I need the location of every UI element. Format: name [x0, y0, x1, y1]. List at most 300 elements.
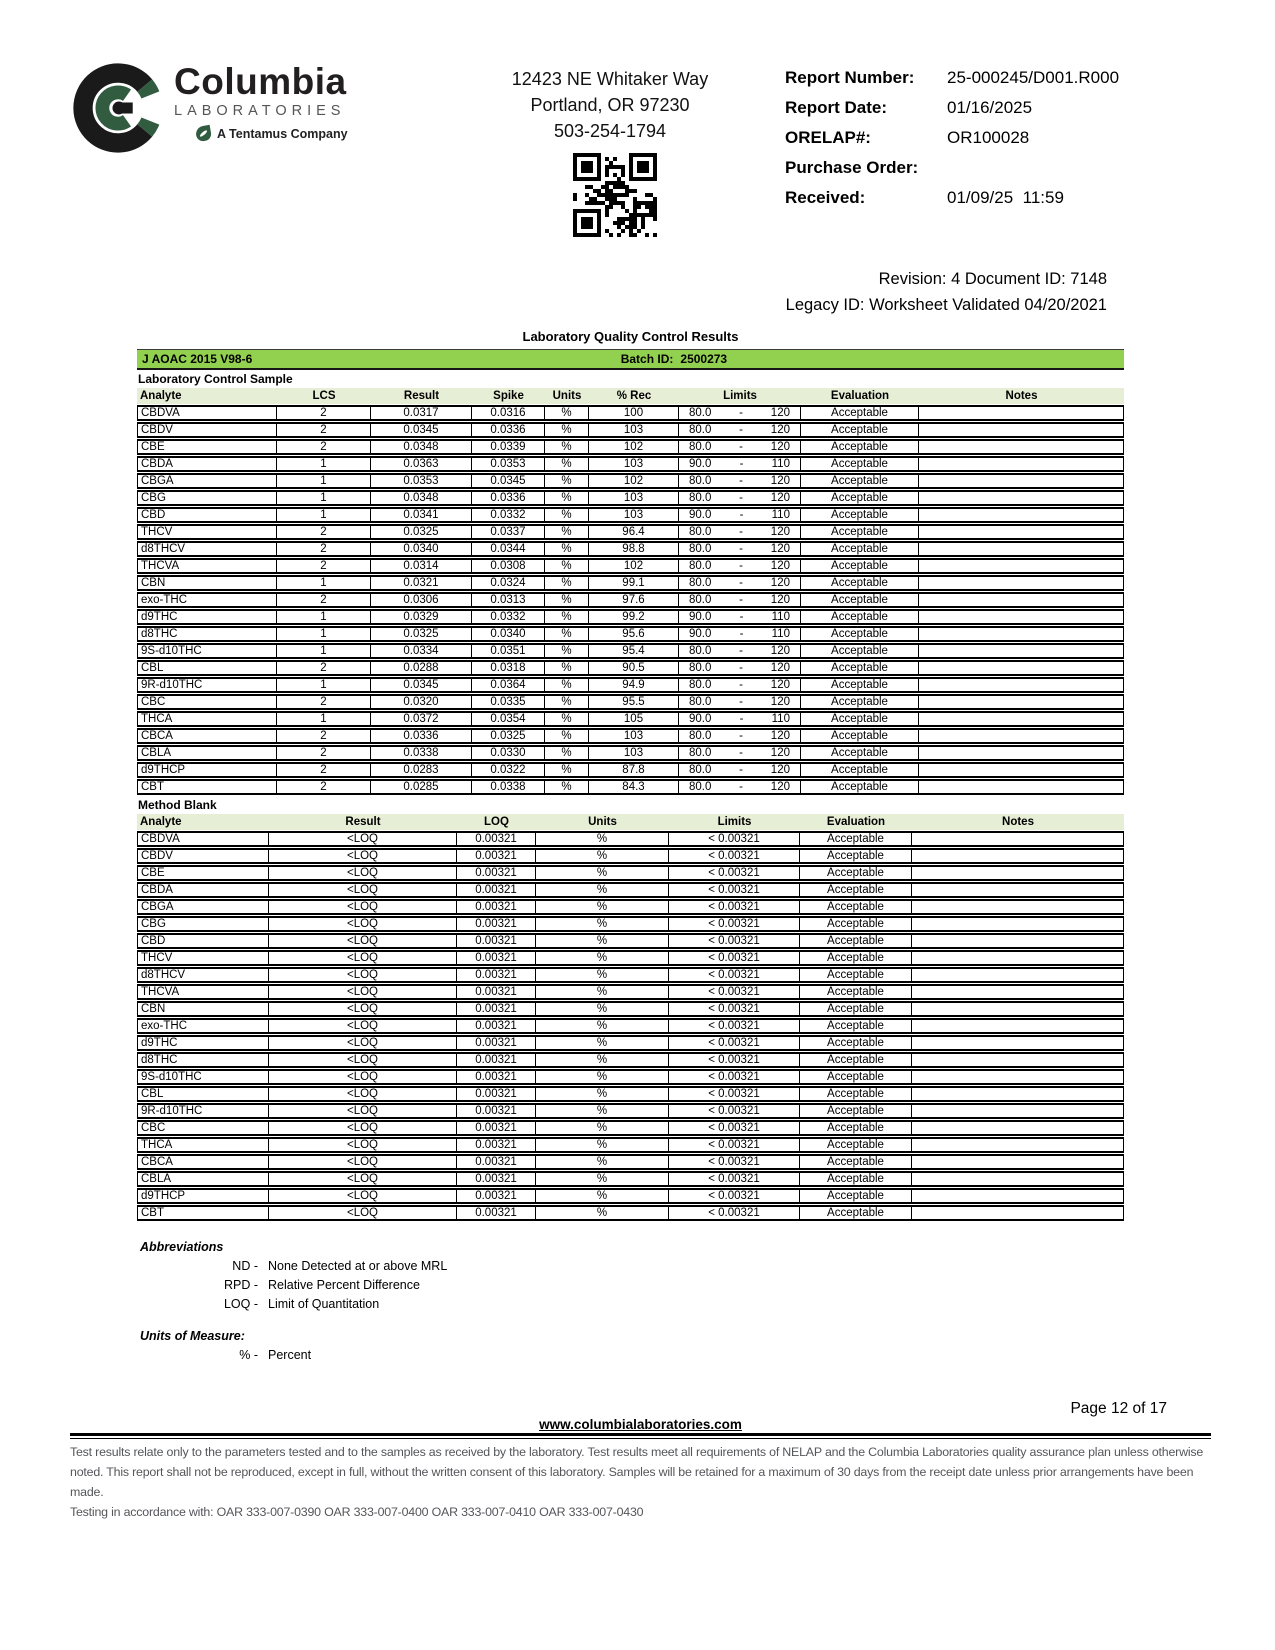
table-cell: 0.00321	[457, 967, 536, 983]
table-row	[137, 1035, 1124, 1051]
table-row	[137, 848, 1124, 864]
table-cell: <LOQ	[269, 1086, 457, 1102]
notes-cell	[912, 1103, 1124, 1119]
table-cell: 0.00321	[457, 916, 536, 932]
limits-cell: < 0.00321	[669, 984, 800, 1000]
analyte-cell: CBE	[137, 865, 269, 881]
table-row	[137, 1188, 1124, 1204]
limits-cell: < 0.00321	[669, 1069, 800, 1085]
notes-cell	[912, 1035, 1124, 1051]
address-line1: 12423 NE Whitaker Way	[511, 69, 709, 89]
limits-cell	[679, 694, 801, 710]
evaluation-cell: Acceptable	[800, 984, 912, 1000]
limits-cell	[679, 711, 801, 727]
analyte-cell: THCVA	[137, 984, 269, 1000]
limits-cell: < 0.00321	[669, 1120, 800, 1136]
column-header: % Rec	[589, 388, 679, 404]
evaluation-cell: Acceptable	[800, 967, 912, 983]
table-row	[137, 899, 1124, 915]
analyte-cell: CBT	[137, 1205, 269, 1221]
limit-high: 120	[770, 560, 790, 572]
limit-separator: -	[739, 492, 744, 504]
table-row	[137, 694, 1124, 710]
limit-separator: -	[739, 424, 744, 436]
table-cell: <LOQ	[269, 831, 457, 847]
analyte-cell: d9THC	[137, 609, 277, 625]
notes-cell	[912, 1205, 1124, 1221]
limit-low: 80.0	[689, 730, 712, 742]
limits-cell: < 0.00321	[669, 899, 800, 915]
table-cell: %	[536, 984, 669, 1000]
notes-cell	[919, 541, 1124, 557]
brand-subtitle: LABORATORIES	[174, 103, 346, 119]
table-row	[137, 490, 1124, 506]
table-cell: %	[536, 1052, 669, 1068]
limits-cell	[679, 575, 801, 591]
table-cell: 0.00321	[457, 1120, 536, 1136]
evaluation-cell: Acceptable	[800, 882, 912, 898]
table-cell: 0.00321	[457, 1001, 536, 1017]
table-cell: 1	[277, 609, 371, 625]
notes-cell	[919, 694, 1124, 710]
table-row	[137, 1018, 1124, 1034]
website-link[interactable]: www.columbialaboratories.com	[539, 1417, 742, 1432]
column-header: Units	[545, 388, 589, 404]
table-cell: 1	[277, 456, 371, 472]
report-info-row	[785, 158, 1215, 178]
table-cell: 0.00321	[457, 1103, 536, 1119]
limit-low: 90.0	[689, 458, 712, 470]
analyte-cell: THCV	[137, 524, 277, 540]
table-row	[137, 507, 1124, 523]
evaluation-cell: Acceptable	[801, 558, 919, 574]
table-cell: 0.0308	[472, 558, 545, 574]
evaluation-cell: Acceptable	[801, 711, 919, 727]
batch-id: 2500273	[680, 352, 728, 366]
evaluation-cell: Acceptable	[800, 865, 912, 881]
limit-high: 120	[770, 781, 790, 793]
column-header: Notes	[912, 814, 1124, 830]
table-row	[137, 1052, 1124, 1068]
evaluation-cell: Acceptable	[800, 848, 912, 864]
table-cell: 0.0348	[371, 439, 472, 455]
notes-cell	[919, 473, 1124, 489]
table-cell: 0.00321	[457, 865, 536, 881]
table-cell: %	[536, 831, 669, 847]
limit-low: 80.0	[689, 764, 712, 776]
table-cell: %	[536, 950, 669, 966]
table-row	[137, 558, 1124, 574]
table-cell: 97.6	[589, 592, 679, 608]
notes-cell	[912, 1120, 1124, 1136]
analyte-cell: d8THCV	[137, 967, 269, 983]
table-cell: <LOQ	[269, 984, 457, 1000]
table-cell: 0.0372	[371, 711, 472, 727]
table-cell: 0.00321	[457, 899, 536, 915]
report-label: Report Date:	[785, 98, 888, 117]
limit-high: 110	[771, 611, 790, 623]
analyte-cell: exo-THC	[137, 1018, 269, 1034]
table-cell: <LOQ	[269, 1001, 457, 1017]
evaluation-cell: Acceptable	[800, 1171, 912, 1187]
evaluation-cell: Acceptable	[800, 916, 912, 932]
evaluation-cell: Acceptable	[800, 1120, 912, 1136]
table-cell: <LOQ	[269, 1205, 457, 1221]
column-header: Analyte	[137, 814, 269, 830]
notes-cell	[919, 643, 1124, 659]
table-cell: <LOQ	[269, 1052, 457, 1068]
analyte-cell: CBN	[137, 575, 277, 591]
table-cell: %	[536, 1205, 669, 1221]
analyte-cell: CBCA	[137, 1154, 269, 1170]
method-blank-table	[137, 813, 1124, 1222]
analyte-cell: d9THC	[137, 1035, 269, 1051]
limit-low: 80.0	[689, 662, 712, 674]
table-cell: 98.8	[589, 541, 679, 557]
report-info-row	[785, 188, 1215, 208]
table-cell: %	[536, 1120, 669, 1136]
limit-separator: -	[739, 696, 744, 708]
limit-high: 120	[770, 645, 790, 657]
report-info	[785, 68, 1215, 218]
table-row	[137, 1103, 1124, 1119]
notes-cell	[919, 490, 1124, 506]
table-cell: 0.0332	[472, 507, 545, 523]
table-cell: 0.0335	[472, 694, 545, 710]
limits-cell: < 0.00321	[669, 1171, 800, 1187]
limit-low: 80.0	[689, 696, 712, 708]
notes-cell	[919, 524, 1124, 540]
table-cell: 0.00321	[457, 1086, 536, 1102]
analyte-cell: CBD	[137, 507, 277, 523]
table-cell: 0.0325	[472, 728, 545, 744]
table-cell: 0.0318	[472, 660, 545, 676]
table-cell: %	[545, 575, 589, 591]
notes-cell	[919, 592, 1124, 608]
table-cell: 0.0338	[371, 745, 472, 761]
table-cell: 0.00321	[457, 848, 536, 864]
evaluation-cell: Acceptable	[801, 677, 919, 693]
analyte-cell: CBCA	[137, 728, 277, 744]
analyte-cell: CBDA	[137, 882, 269, 898]
table-cell: 0.00321	[457, 950, 536, 966]
evaluation-cell: Acceptable	[800, 1103, 912, 1119]
evaluation-cell: Acceptable	[801, 405, 919, 421]
table-cell: 0.00321	[457, 1069, 536, 1085]
column-header: Notes	[919, 388, 1124, 404]
analyte-cell: CBL	[137, 1086, 269, 1102]
limit-separator: -	[739, 628, 744, 640]
column-header: Spike	[472, 388, 545, 404]
table-row	[137, 1137, 1124, 1153]
table-cell: 1	[277, 473, 371, 489]
table-cell: %	[536, 1154, 669, 1170]
table-cell: <LOQ	[269, 933, 457, 949]
table-cell: %	[545, 456, 589, 472]
notes-cell	[919, 745, 1124, 761]
table-cell: 0.00321	[457, 1205, 536, 1221]
limits-cell: < 0.00321	[669, 831, 800, 847]
analyte-cell: THCV	[137, 950, 269, 966]
analyte-cell: CBDVA	[137, 405, 277, 421]
report-label: Report Number:	[785, 68, 915, 87]
table-cell: 1	[277, 490, 371, 506]
limits-cell: < 0.00321	[669, 1001, 800, 1017]
limit-high: 120	[770, 441, 790, 453]
limit-separator: -	[739, 407, 744, 419]
limit-high: 110	[771, 458, 790, 470]
evaluation-cell: Acceptable	[801, 728, 919, 744]
disclaimer-text: Test results relate only to the parameters tested and to the samples as received by the laboratory. Test results meet all requirements of NELAP and the Columbia Laboratories quality assurance plan unless otherwise noted. This report shall not be reproduced, except in full, without the written consent of this laboratory. Samples will be retained for a maximum of 30 days from the receipt date unless prior arrangements have been made.	[70, 1445, 1204, 1499]
notes-cell	[912, 1137, 1124, 1153]
table-cell: 1	[277, 711, 371, 727]
evaluation-cell: Acceptable	[800, 950, 912, 966]
limits-cell: < 0.00321	[669, 1205, 800, 1221]
limit-separator: -	[739, 747, 744, 759]
column-header: Result	[269, 814, 457, 830]
evaluation-cell: Acceptable	[801, 541, 919, 557]
table-cell: 0.00321	[457, 1188, 536, 1204]
evaluation-cell: Acceptable	[800, 1086, 912, 1102]
evaluation-cell: Acceptable	[801, 490, 919, 506]
limit-separator: -	[739, 764, 744, 776]
table-cell: 84.3	[589, 779, 679, 795]
limit-low: 80.0	[689, 526, 712, 538]
table-cell: 2	[277, 592, 371, 608]
table-cell: 1	[277, 507, 371, 523]
table-cell: 0.0324	[472, 575, 545, 591]
table-cell: %	[536, 865, 669, 881]
table-cell: %	[545, 711, 589, 727]
limit-high: 110	[771, 713, 790, 725]
notes-cell	[919, 439, 1124, 455]
limits-cell	[679, 456, 801, 472]
limit-separator: -	[739, 577, 744, 589]
table-cell: 0.0345	[371, 677, 472, 693]
table-cell: <LOQ	[269, 1069, 457, 1085]
batch-info	[621, 352, 727, 366]
notes-cell	[919, 507, 1124, 523]
analyte-cell: CBGA	[137, 473, 277, 489]
table-row	[137, 575, 1124, 591]
table-cell: %	[536, 1137, 669, 1153]
limits-cell: < 0.00321	[669, 1103, 800, 1119]
report-value: OR100028	[947, 128, 1030, 147]
table-row	[137, 967, 1124, 983]
limit-low: 80.0	[689, 679, 712, 691]
table-cell: <LOQ	[269, 1120, 457, 1136]
limit-high: 120	[770, 679, 790, 691]
table-cell: 105	[589, 711, 679, 727]
table-cell: 0.0320	[371, 694, 472, 710]
evaluation-cell: Acceptable	[801, 524, 919, 540]
limits-cell	[679, 507, 801, 523]
table-cell: 95.5	[589, 694, 679, 710]
limit-separator: -	[739, 679, 744, 691]
limit-low: 80.0	[689, 781, 712, 793]
table-row	[137, 984, 1124, 1000]
table-row	[137, 831, 1124, 847]
table-row	[137, 1086, 1124, 1102]
column-header: Evaluation	[800, 814, 912, 830]
limit-low: 80.0	[689, 594, 712, 606]
table-row	[137, 779, 1124, 795]
testing-accordance-line: Testing in accordance with: OAR 333-007-0390 OAR 333-007-0400 OAR 333-007-0410 OAR 333-007-0430	[70, 1504, 644, 1519]
table-cell: 2	[277, 660, 371, 676]
table-cell: 2	[277, 541, 371, 557]
limits-cell	[679, 405, 801, 421]
table-row	[137, 762, 1124, 778]
legacy-line: Legacy ID: Worksheet Validated 04/20/2021	[785, 296, 1107, 314]
limit-separator: -	[739, 526, 744, 538]
evaluation-cell: Acceptable	[801, 422, 919, 438]
column-header: Result	[371, 388, 472, 404]
table-cell: 0.0334	[371, 643, 472, 659]
analyte-cell: CBL	[137, 660, 277, 676]
method-batch-bar	[137, 349, 1124, 370]
table-cell: %	[536, 1171, 669, 1187]
table-cell: %	[545, 439, 589, 455]
limit-high: 120	[770, 730, 790, 742]
table-row	[137, 1171, 1124, 1187]
table-cell: 0.0340	[472, 626, 545, 642]
limits-cell	[679, 643, 801, 659]
footer	[70, 1400, 1211, 1519]
table-cell: <LOQ	[269, 848, 457, 864]
table-cell: 99.2	[589, 609, 679, 625]
table-row	[137, 950, 1124, 966]
table-cell: %	[536, 1001, 669, 1017]
analyte-cell: CBC	[137, 1120, 269, 1136]
table-cell: 0.0322	[472, 762, 545, 778]
table-cell: %	[545, 524, 589, 540]
limit-high: 120	[770, 526, 790, 538]
table-cell: 0.0325	[371, 626, 472, 642]
table-cell: 2	[277, 422, 371, 438]
notes-cell	[912, 1086, 1124, 1102]
table-cell: 2	[277, 694, 371, 710]
table-cell: 0.0340	[371, 541, 472, 557]
evaluation-cell: Acceptable	[801, 660, 919, 676]
qc-title: Laboratory Quality Control Results	[522, 329, 739, 344]
notes-cell	[919, 779, 1124, 795]
notes-cell	[912, 950, 1124, 966]
table-cell: 0.0336	[472, 490, 545, 506]
evaluation-cell: Acceptable	[800, 1154, 912, 1170]
analyte-cell: CBC	[137, 694, 277, 710]
table-cell: 0.0313	[472, 592, 545, 608]
table-cell: 2	[277, 524, 371, 540]
limit-separator: -	[739, 611, 744, 623]
table-cell: 0.0330	[472, 745, 545, 761]
table-cell: 0.0348	[371, 490, 472, 506]
abbreviations-title: Abbreviations	[140, 1240, 224, 1254]
table-cell: %	[536, 1018, 669, 1034]
table-cell: 1	[277, 677, 371, 693]
evaluation-cell: Acceptable	[800, 899, 912, 915]
table-cell: 0.0283	[371, 762, 472, 778]
table-cell: %	[536, 899, 669, 915]
table-cell: 0.0336	[472, 422, 545, 438]
table-cell: <LOQ	[269, 1137, 457, 1153]
limits-cell	[679, 558, 801, 574]
revision-info	[786, 266, 1107, 318]
evaluation-cell: Acceptable	[801, 609, 919, 625]
limits-cell	[679, 677, 801, 693]
table-cell: 0.00321	[457, 933, 536, 949]
abbreviation-item	[140, 1257, 447, 1276]
limit-high: 120	[770, 577, 790, 589]
table-cell: %	[536, 967, 669, 983]
limits-cell	[679, 728, 801, 744]
address-line2: Portland, OR 97230	[530, 95, 690, 115]
table-cell: 0.0332	[472, 609, 545, 625]
limits-cell	[679, 524, 801, 540]
address-phone: 503-254-1794	[553, 121, 667, 141]
limits-cell: < 0.00321	[669, 848, 800, 864]
table-row	[137, 524, 1124, 540]
notes-cell	[919, 422, 1124, 438]
limit-high: 120	[770, 747, 790, 759]
notes-cell	[919, 575, 1124, 591]
table-cell: 0.0339	[472, 439, 545, 455]
table-row	[137, 916, 1124, 932]
table-row	[137, 541, 1124, 557]
table-cell: 0.0306	[371, 592, 472, 608]
table-cell: %	[545, 541, 589, 557]
table-cell: 0.0351	[472, 643, 545, 659]
limit-low: 80.0	[689, 424, 712, 436]
analyte-cell: CBG	[137, 490, 277, 506]
limits-cell	[679, 660, 801, 676]
limit-low: 80.0	[689, 475, 712, 487]
evaluation-cell: Acceptable	[800, 1188, 912, 1204]
evaluation-cell: Acceptable	[801, 456, 919, 472]
abbreviation-item	[140, 1295, 447, 1314]
method-name: J AOAC 2015 V98-6	[142, 352, 253, 366]
abbreviation-item	[140, 1276, 447, 1295]
column-header: LOQ	[457, 814, 536, 830]
batch-label: Batch ID:	[620, 352, 674, 366]
table-row	[137, 933, 1124, 949]
unit-key: % -	[239, 1348, 258, 1362]
table-cell: 90.5	[589, 660, 679, 676]
columbia-logo	[72, 62, 348, 154]
limit-separator: -	[739, 458, 744, 470]
evaluation-cell: Acceptable	[801, 762, 919, 778]
table-cell: %	[545, 507, 589, 523]
lcs-header-row	[137, 388, 1124, 404]
analyte-cell: CBE	[137, 439, 277, 455]
table-cell: <LOQ	[269, 1035, 457, 1051]
notes-cell	[912, 831, 1124, 847]
limits-cell	[679, 609, 801, 625]
table-cell: %	[536, 1103, 669, 1119]
limits-cell: < 0.00321	[669, 882, 800, 898]
evaluation-cell: Acceptable	[801, 626, 919, 642]
table-cell: 103	[589, 490, 679, 506]
notes-cell	[912, 933, 1124, 949]
table-cell: 103	[589, 745, 679, 761]
limits-cell: < 0.00321	[669, 916, 800, 932]
report-info-row	[785, 98, 1215, 118]
analyte-cell: CBDVA	[137, 831, 269, 847]
evaluation-cell: Acceptable	[800, 1035, 912, 1051]
notes-cell	[919, 660, 1124, 676]
table-cell: <LOQ	[269, 1018, 457, 1034]
table-row	[137, 677, 1124, 693]
table-row	[137, 473, 1124, 489]
